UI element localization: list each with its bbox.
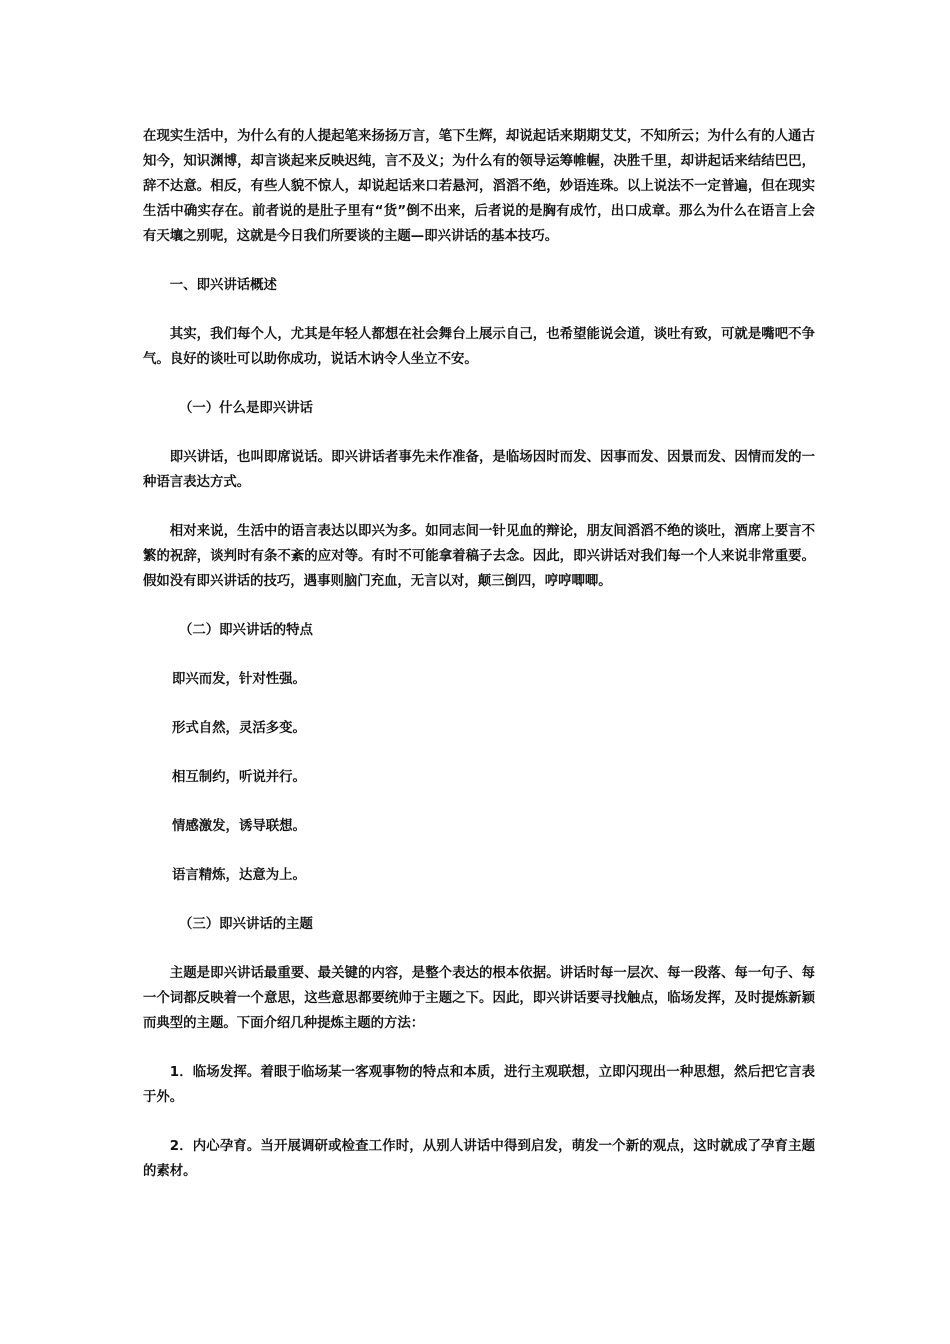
intro-paragraph: 在现实生活中，为什么有的人提起笔来扬扬万言，笔下生辉，却说起话来期期艾艾，不知所云；为什么有的人通古知今，知识渊博，却言谈起来反映迟纯，言不及义；为什么有的领导运筹帷幄，决胜千里，却讲起话来结结巴巴，辞不达意。相反，有些人貌不惊人，却说起话来口若悬河，滔滔不绝，妙语连珠。以上说法不一定普遍，但在现实生活中确实存在。前者说的是肚子里有“货”倒不出来，后者说的是胸有成竹，出口成章。那么为什么在语言上会有天壤之别呢，这就是今日我们所要谈的主题—即兴讲话的基本技巧。: [143, 129, 815, 244]
subheading-theme: （三）即兴讲话的主题: [179, 917, 313, 932]
method-paragraph-2: 2．内心孕育。当开展调研或检查工作时，从别人讲话中得到启发，萌发一个新的观点，这时就成了孕育主题的素材。: [143, 1139, 815, 1179]
subheading-definition: （一）什么是即兴讲话: [179, 401, 313, 416]
theme-paragraph: 主题是即兴讲话最重要、最关键的内容，是整个表达的根本依据。讲话时每一层次、每一段落、每一句子、每一个词都反映着一个意思，这些意思都要统帅于主题之下。因此，即兴讲话要寻找触点，临场发挥，及时提炼新颖而典型的主题。下面介绍几种提炼主题的方法：: [143, 966, 815, 1031]
feature-item: 即兴而发，针对性强。: [172, 672, 306, 687]
section-heading-overview: 一、即兴讲话概述: [169, 278, 277, 293]
feature-item: 相互制约，听说并行。: [172, 770, 306, 785]
document-page: [143, 124, 815, 1208]
feature-item: 情感激发，诱导联想。: [172, 819, 306, 834]
feature-item: 语言精炼，达意为上。: [172, 868, 306, 883]
method-paragraph-1: 1．临场发挥。着眼于临场某一客观事物的特点和本质，进行主观联想，立即闪现出一种思想，然后把它言表于外。: [143, 1065, 815, 1105]
importance-paragraph: 相对来说，生活中的语言表达以即兴为多。如同志间一针见血的辩论，朋友间滔滔不绝的谈吐，酒席上要言不繁的祝辞，谈判时有条不紊的应对等。有时不可能拿着稿子去念。因此，即兴讲话对我们每一个人来说非常重要。假如没有即兴讲话的技巧，遇事则脑门充血，无言以对，颠三倒四，哼哼唧唧。: [143, 524, 815, 589]
overview-paragraph: 其实，我们每个人，尤其是年轻人都想在社会舞台上展示自己，也希望能说会道，谈吐有致，可就是嘴吧不争气。良好的谈吐可以助你成功，说话木讷令人坐立不安。: [143, 327, 815, 367]
subheading-features: （二）即兴讲话的特点: [179, 623, 313, 638]
definition-paragraph: 即兴讲话，也叫即席说话。即兴讲话者事先未作准备，是临场因时而发、因事而发、因景而发、因情而发的一种语言表达方式。: [143, 450, 815, 490]
feature-item: 形式自然，灵活多变。: [172, 721, 306, 736]
